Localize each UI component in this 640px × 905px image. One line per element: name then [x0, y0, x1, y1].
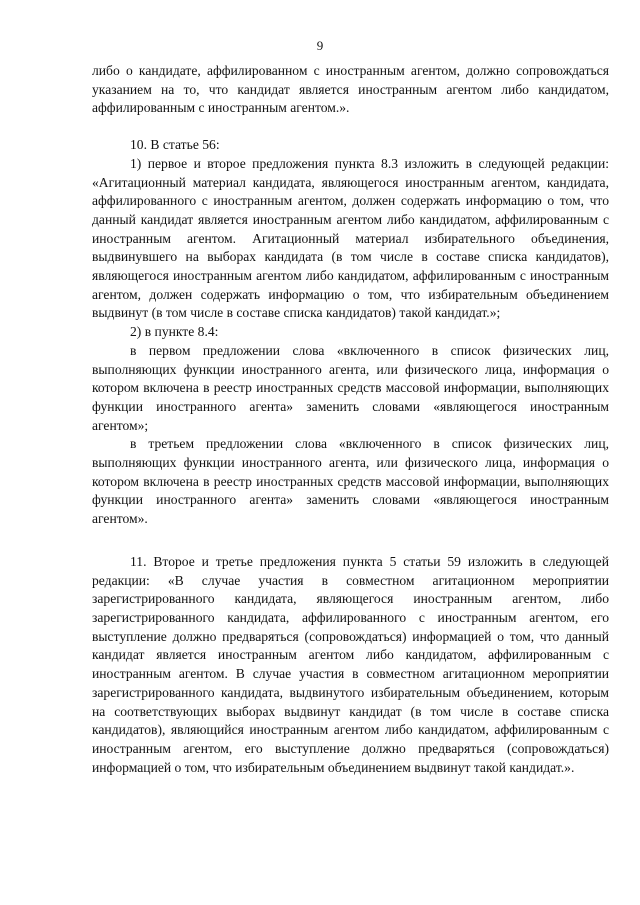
- paragraph-subitem-1: 1) первое и второе предложения пункта 8.3 изложить в следующей редакции: «Агитационный материал кандидата, являющегося иностранным агентом, кандидата, аффилированного с иностранным агентом, должен содержать информацию о том, что данный кандидат является иностранным агентом либо кандидатом, аффилированным с иностранным агентом. Агитационный материал избирательного объединения, выдвинувшего на выборах кандидата (в том числе в составе списка кандидатов), являющегося иностранным агентом либо кандидатом, аффилированным с иностранным агентом, должен содержать информацию о том, что избирательным объединением выдвинут (в том числе в составе списка кандидатов) такой кандидат.»;: [92, 155, 609, 321]
- paragraph-item-10: 10. В статье 56:: [130, 137, 220, 153]
- paragraph-item-11: 11. Второе и третье предложения пункта 5 статьи 59 изложить в следующей редакции: «В случае участия в совместном агитационном мероприятии зарегистрированного кандидата, являющегося иностранным агентом, либо зарегистрированного кандидата, аффилированного с иностранным агентом, его выступление должно предваряться (сопровождаться) информацией о том, что данный кандидат является иностранным агентом либо кандидатом, аффилированным с иностранным агентом. В случае участия в совместном агитационном мероприятии зарегистрированного кандидата, выдвинутого избирательным объединением, которым на соответствующих выборах выдвинут кандидат (в том числе в составе списка кандидатов), являющийся иностранным агентом либо кандидатом, аффилированным с иностранным агентом, его выступление должно предваряться (сопровождаться) информацией о том, что избирательным объединением выдвинут такой кандидат.».: [92, 553, 609, 775]
- page-number: 9: [316, 38, 324, 53]
- paragraph-third-sentence-change: в третьем предложении слова «включенного в список физических лиц, выполняющих функции иностранного агента, или физического лица, информация о котором включена в реестр иностранных средств массовой информации, выполняющих функции иностранного агента» заменить словами «являющегося иностранным агентом».: [92, 436, 609, 527]
- paragraph-continuation: либо о кандидате, аффилированном с иностранным агентом, должно сопровождаться указанием на то, что кандидат является иностранным агентом либо кандидатом, аффилированным с иностранным агентом.».: [92, 63, 609, 116]
- document-body: [92, 62, 609, 777]
- paragraph-subitem-2: 2) в пункте 8.4:: [130, 324, 219, 340]
- paragraph-first-sentence-change: в первом предложении слова «включенного в список физических лиц, выполняющих функции иностранного агента, или физического лица, информация о котором включена в реестр иностранных средств массовой информации, выполняющих функции иностранного агента» заменить словами «являющегося иностранным агентом»;: [92, 342, 609, 433]
